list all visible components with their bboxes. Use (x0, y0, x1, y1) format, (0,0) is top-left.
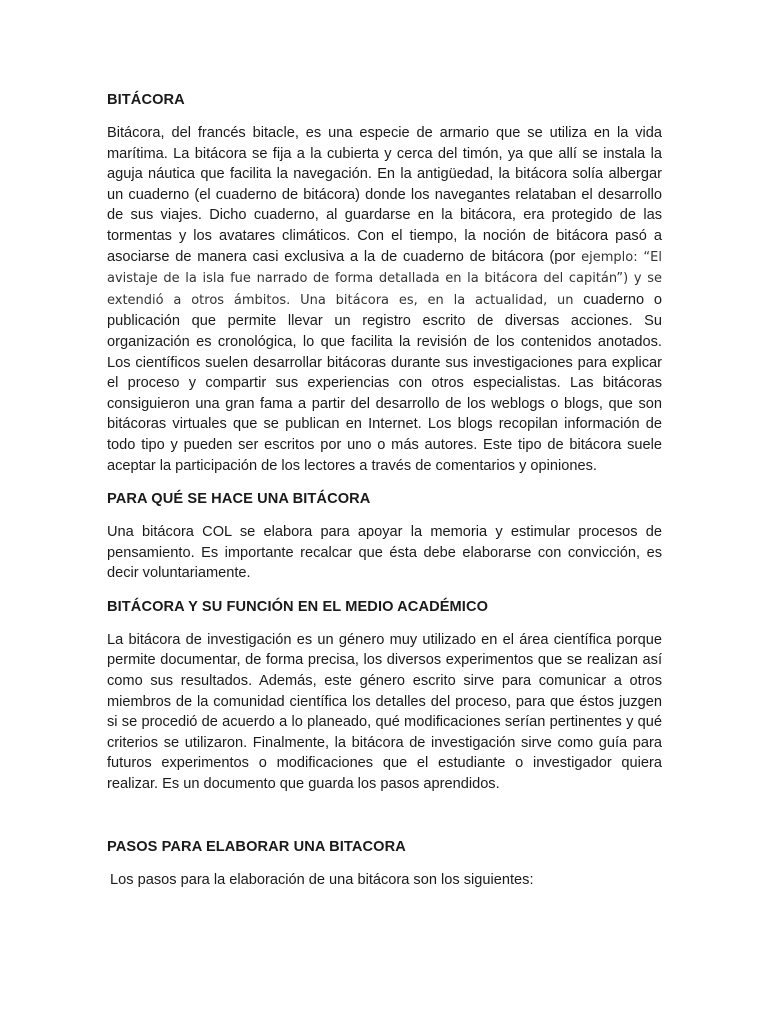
section-heading-para-que: PARA QUÉ SE HACE UNA BITÁCORA (107, 491, 371, 508)
section-heading-medio-academico: BITÁCORA Y SU FUNCIÓN EN EL MEDIO ACADÉMICO (107, 598, 489, 615)
paragraph-medio-academico: La bitácora de investigación es un género muy utilizado en el área científica porque permite documentar, de forma precisa, los diversos experimentos que se realizan así como sus resultados. Además, este género escrito sirve para comunicar a otros miembros de la comunidad científica los detalles del proceso, para que éstos juzgen si se procedió de acuerdo a lo planeado, qué modificaciones serían pertinentes y qué criterios se utilizaron. Finalmente, la bitácora de investigación sirve como guía para futuros experimentos o modificaciones que el estudiante o investigador quiera realizar. Es un documento que guarda los pasos aprendidos. (107, 631, 662, 793)
paragraph-bitacora-definition (107, 123, 662, 476)
document-page (107, 90, 662, 890)
paragraph-para-que: Una bitácora COL se elabora para apoyar la memoria y estimular procesos de pensamiento. Es importante recalcar que ésta debe elaborarse con convicción, es decir voluntariamente. (107, 524, 662, 582)
paragraph-text-alt-font: ejemplo: “El avistaje de la isla fue narrado de forma detallada en la bitácora del capitán”) y se extendió a otros ámbitos. Una bitácora es, en la actualidad, un (107, 249, 662, 308)
section-heading-bitacora: BITÁCORA (107, 92, 185, 108)
paragraph-text: cuaderno o publicación que permite llevar un registro escrito de diversas acciones. Su organización es cronológica, lo que facilita la revisión de los contenidos anotados. Los científicos suelen desarrollar bitácoras durante sus investigaciones para explicar el proceso y compartir sus experiencias con otros especialistas. Las bitácoras consiguieron una gran fama a partir del desarrollo de los weblogs o blogs, que son bitácoras virtuales que se publican en Internet. Los blogs recopilan información de todo tipo y pueden ser escritos por uno o más autores. Este tipo de bitácora suele aceptar la participación de los lectores a través de comentarios y opiniones. (107, 291, 662, 474)
paragraph-pasos-intro: Los pasos para la elaboración de una bitácora son los siguientes: (110, 871, 534, 888)
paragraph-text: Bitácora, del francés bitacle, es una especie de armario que se utiliza en la vida marítima. La bitácora se fija a la cubierta y cerca del timón, ya que allí se instala la aguja náutica que facilita la navegación. En la antigüedad, la bitácora solía albergar un cuaderno (el cuaderno de bitácora) donde los navegantes relataban el desarrollo de sus viajes. Dicho cuaderno, al guardarse en la bitácora, era protegido de las tormentas y los avatares climáticos. Con el tiempo, la noción de bitácora pasó a asociarse de manera casi exclusiva a la de cuaderno de bitácora (por (107, 125, 662, 265)
section-heading-pasos: PASOS PARA ELABORAR UNA BITACORA (107, 838, 406, 855)
